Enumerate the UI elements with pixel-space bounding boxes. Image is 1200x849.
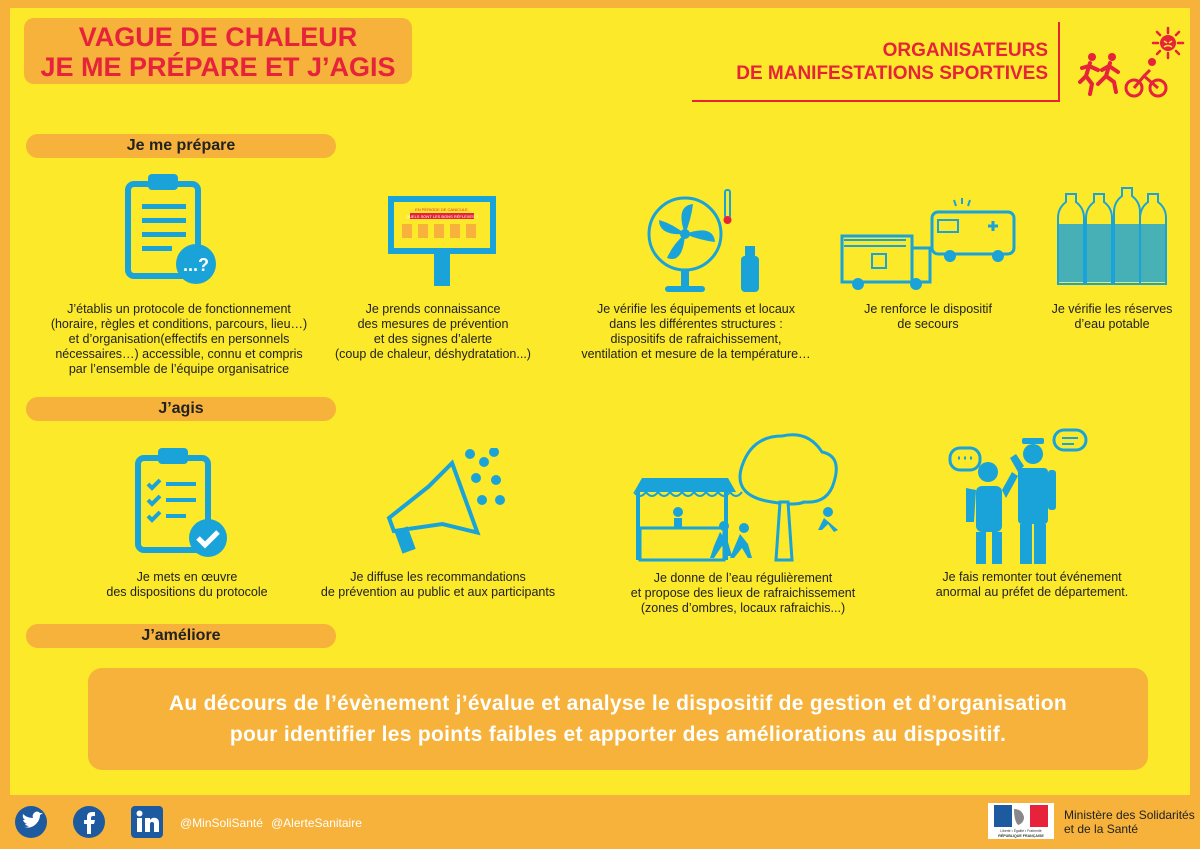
audience-line-2: DE MANIFESTATIONS SPORTIVES [736, 63, 1048, 84]
caption-line: Je vérifie les équipements et locaux [596, 302, 796, 316]
caption-line: et des signes d’alerte [373, 332, 493, 346]
twitter-handle-ministry[interactable]: @MinSoliSanté [180, 816, 263, 830]
caption-line: Je renforce le dispositif [864, 302, 992, 316]
water-bottles-icon [1052, 184, 1172, 288]
caption-line: Je donne de l’eau régulièrement [653, 571, 833, 585]
caption-line: par l’ensemble de l’équipe organisatrice [68, 362, 290, 376]
act-caption-recommendations [300, 570, 576, 600]
republique-francaise-logo [988, 803, 1054, 839]
audience-label [692, 22, 1060, 102]
twitter-handle-alert[interactable]: @AlerteSanitaire [271, 816, 362, 830]
svg-text:...?: ...? [183, 255, 209, 275]
caption-line: J’établis un protocole de fonctionnement [67, 302, 291, 316]
act-caption-protocol [52, 570, 322, 600]
caption-line: dispositifs de rafraichissement, [610, 332, 782, 346]
improve-line-2: pour identifier les points faibles et apporter des améliorations au dispositif. [229, 723, 1007, 746]
fan-thermometer-icon [645, 186, 775, 296]
poster-title [24, 18, 412, 84]
caption-line: de prévention au public et aux participants [320, 585, 556, 599]
caption-line: et d’organisation(effectifs en personnels [68, 332, 290, 346]
improve-panel [88, 668, 1148, 770]
caption-line: dans les différentes structures : [609, 317, 783, 331]
caption-line: des dispositions du protocole [106, 585, 268, 599]
audience-line-1: ORGANISATEURS [882, 40, 1048, 61]
caption-line: Je fais remonter tout événement [942, 570, 1122, 584]
caption-line: des mesures de prévention [357, 317, 509, 331]
caption-line: Je diffuse les recommandations [350, 570, 526, 584]
megaphone-icon [378, 448, 510, 554]
act-caption-water [612, 571, 874, 616]
republic-name: RÉPUBLIQUE FRANÇAISE [998, 834, 1044, 838]
caption-line: et propose des lieux de rafraichissement [630, 586, 856, 600]
signboard-icon [386, 194, 498, 288]
title-line-2: JE ME PRÉPARE ET J’AGIS [40, 52, 396, 82]
clipboard-check-icon [130, 446, 234, 558]
prepare-caption-rescue [840, 302, 1016, 332]
title-line-1: VAGUE DE CHALEUR [78, 22, 358, 52]
water-stand-tree-icon [628, 432, 862, 564]
section-prepare-label: Je me prépare [26, 134, 336, 158]
prepare-caption-protocol [20, 302, 338, 377]
caption-line: Je mets en œuvre [136, 570, 238, 584]
caption-line: anormal au préfet de département. [935, 585, 1129, 599]
caption-line: nécessaires…) accessible, connu et compris [55, 347, 303, 361]
prepare-caption-equipment [565, 302, 827, 362]
section-act-label: J’agis [26, 397, 336, 421]
facebook-icon[interactable] [72, 804, 106, 840]
ministry-line-2: et de la Santé [1064, 822, 1139, 836]
ministry-line-1: Ministère des Solidarités [1064, 808, 1195, 822]
caption-line: (coup de chaleur, déshydratation...) [335, 347, 531, 361]
caption-line: de secours [897, 317, 959, 331]
caption-line: d’eau potable [1074, 317, 1150, 331]
caption-line: (horaire, règles et conditions, parcours, lieu…) [50, 317, 308, 331]
caption-line: Je vérifie les réserves [1051, 302, 1173, 316]
svg-text:QUELS SONT LES BONS RÉFLEXES ?: QUELS SONT LES BONS RÉFLEXES ? [405, 214, 479, 219]
act-caption-report [908, 570, 1156, 600]
caption-line: (zones d’ombres, locaux rafraichis...) [640, 601, 846, 615]
prepare-caption-prevention [316, 302, 550, 362]
improve-line-1: Au décours de l’évènement j’évalue et analyse le dispositif de gestion et d’organisation [168, 692, 1068, 715]
marianne-logo-icon [988, 803, 1054, 839]
caption-line: ventilation et mesure de la température… [581, 347, 811, 361]
phone-officer-icon [946, 428, 1090, 566]
caption-line: Je prends connaissance [365, 302, 501, 316]
twitter-icon[interactable] [14, 804, 48, 840]
prepare-caption-water [1030, 302, 1194, 332]
runners-cyclist-icon [1078, 52, 1168, 98]
svg-text:EN PÉRIODE DE CANICULE,: EN PÉRIODE DE CANICULE, [415, 207, 469, 212]
republic-motto: Liberté • Égalité • Fraternité [1000, 829, 1042, 833]
linkedin-icon[interactable] [130, 804, 164, 840]
fire-truck-ambulance-icon [838, 196, 1018, 292]
clipboard-question-icon [120, 170, 220, 290]
section-improve-label: J’améliore [26, 624, 336, 648]
ministry-name [1064, 808, 1195, 836]
